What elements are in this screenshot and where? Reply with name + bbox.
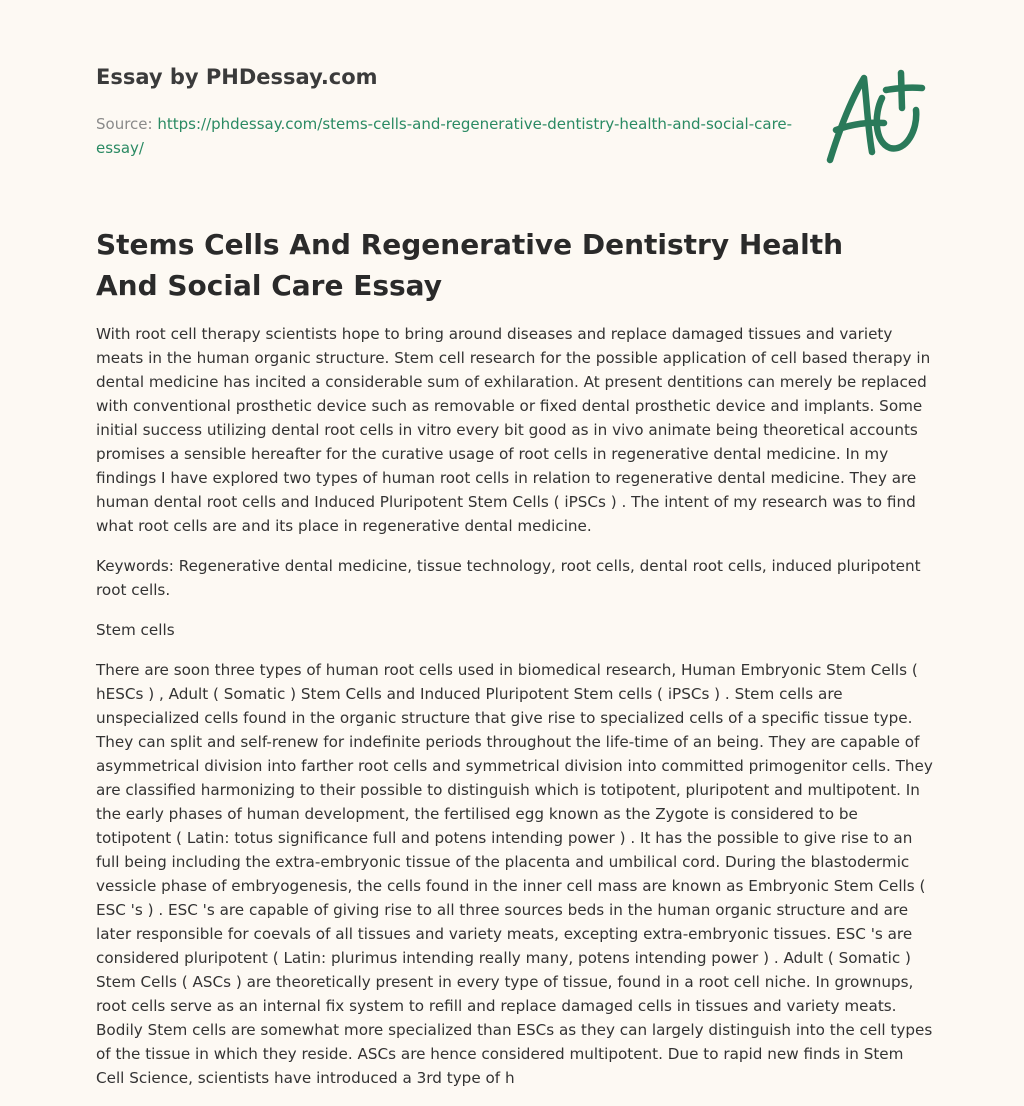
source-line xyxy=(96,112,796,160)
section-heading-stem-cells: Stem cells xyxy=(96,621,175,639)
essay-title: Stems Cells And Regenerative Dentistry Health And Social Care Essay xyxy=(96,228,844,302)
page-header xyxy=(96,62,796,160)
source-label: Source: xyxy=(96,115,153,133)
essay-body xyxy=(96,322,936,1106)
source-link[interactable]: https://phdessay.com/stems-cells-and-regenerative-dentistry-health-and-social-care-essay/ xyxy=(96,115,793,157)
a-plus-grade-icon xyxy=(818,68,930,166)
site-brand: Essay by PHDessay.com xyxy=(96,65,378,89)
a-plus-logo-svg xyxy=(818,68,930,166)
paragraph-stem-cells: There are soon three types of human root cells used in biomedical research, Human Embryonic Stem Cells ( hESCs ) , Adult ( Somatic ) Stem Cells and Induced Pluripotent Stem cells ( iPSCs ) . Stem cells are unspecialized cells found in the organic structure that give rise to specialized cells of a specific tissue type. They can split and self-renew for indefinite periods throughout the life-time of an being. They are capable of asymmetrical division into farther root cells and symmetrical division into committed primogenitor cells. They are classified harmonizing to their possible to distinguish which is totipotent, pluripotent and multipotent. In the early phases of human development, the fertilised egg known as the Zygote is considered to be totipotent ( Latin: totus significance full and potens intending power ) . It has the possible to give rise to an full being including the extra-embryonic tissue of the placenta and umbilical cord. During the blastodermic vessicle phase of embryogenesis, the cells found in the inner cell mass are known as Embryonic Stem Cells ( ESC 's ) . ESC 's are capable of giving rise to all three sources beds in the human organic structure and are later responsible for coevals of all tissues and variety meats, excepting extra-embryonic tissues. ESC 's are considered pluripotent ( Latin: plurimus intending really many, potens intending power ) . Adult ( Somatic ) Stem Cells ( ASCs ) are theoretically present in every type of tissue, found in a root cell niche. In grownups, root cells serve as an internal fix system to refill and replace damaged cells in tissues and variety meats. Bodily Stem cells are somewhat more specialized than ESCs as they can largely distinguish into the cell types of the tissue in which they reside. ASCs are hence considered multipotent. Due to rapid new finds in Stem Cell Science, scientists have introduced a 3rd type of h xyxy=(96,661,933,1087)
paragraph-abstract: With root cell therapy scientists hope to bring around diseases and replace damaged tissues and variety meats in the human organic structure. Stem cell research for the possible application of cell based therapy in dental medicine has incited a considerable sum of exhilaration. At present dentitions can merely be replaced with conventional prosthetic device such as removable or fixed dental prosthetic device and implants. Some initial success utilizing dental root cells in vitro every bit good as in vivo animate being theoretical accounts promises a sensible hereafter for the curative usage of root cells in regenerative dental medicine. In my findings I have explored two types of human root cells in relation to regenerative dental medicine. They are human dental root cells and Induced Pluripotent Stem Cells ( iPSCs ) . The intent of my research was to find what root cells are and its place in regenerative dental medicine. xyxy=(96,325,931,535)
paragraph-keywords: Keywords: Regenerative dental medicine, tissue technology, root cells, dental root cells, induced pluripotent root cells. xyxy=(96,557,921,599)
